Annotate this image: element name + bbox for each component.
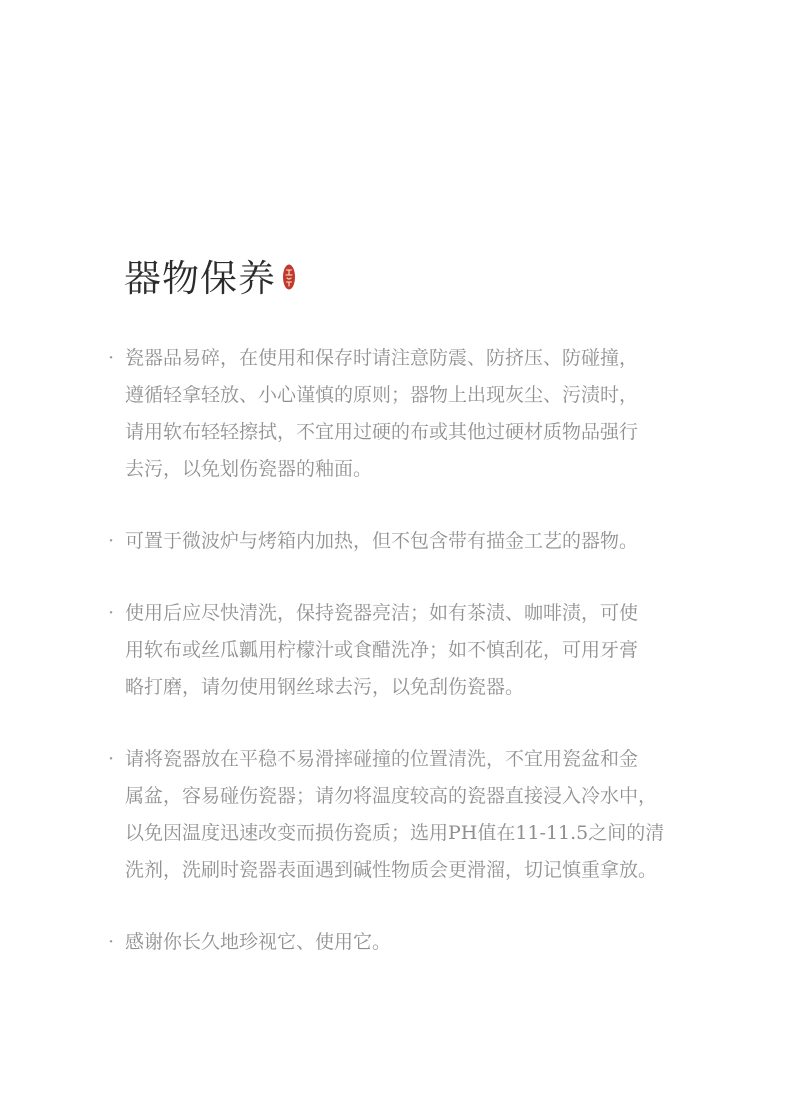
page-title: 器物保养: [124, 257, 276, 300]
bullet-dot: ·: [108, 748, 115, 770]
care-item-text: 感谢你长久地珍视它、使用它。: [125, 931, 392, 953]
bullet-dot: ·: [108, 347, 115, 369]
care-item-text: 使用后应尽快清洗，保持瓷器亮洁；如有茶渍、咖啡渍，可使 用软布或丝瓜瓤用柠檬汁或食醋洗净；如不慎刮花，可用牙膏 略打磨，请勿使用钢丝球去污，以免刮伤瓷器。: [125, 602, 639, 698]
care-item: [108, 741, 728, 889]
bullet-dot: ·: [108, 602, 115, 624]
red-seal-icon: [282, 263, 296, 291]
care-item: [108, 595, 728, 706]
care-item: [108, 340, 728, 488]
bullet-dot: ·: [108, 931, 115, 953]
care-list: [108, 340, 728, 996]
care-item-text: 请将瓷器放在平稳不易滑摔碰撞的位置清洗，不宜用瓷盆和金 属盆，容易碰伤瓷器；请勿将温度较高的瓷器直接浸入冷水中， 以免因温度迅速改变而损伤瓷质；选用PH值在11-11.5之间的清 洗剂，洗刷时瓷器表面遇到碱性物质会更滑溜，切记慎重拿放。: [125, 748, 665, 881]
care-item-text: 瓷器品易碎，在使用和保存时请注意防震、防挤压、防碰撞， 遵循轻拿轻放、小心谨慎的原则；器物上出现灰尘、污渍时， 请用软布轻轻擦拭，不宜用过硬的布或其他过硬材质物品强行 去污，以免划伤瓷器的釉面。: [125, 347, 639, 480]
care-item: [108, 924, 728, 961]
care-item: [108, 523, 728, 560]
care-item-text: 可置于微波炉与烤箱内加热，但不包含带有描金工艺的器物。: [125, 530, 639, 552]
title-row: [124, 254, 296, 304]
bullet-dot: ·: [108, 530, 115, 552]
